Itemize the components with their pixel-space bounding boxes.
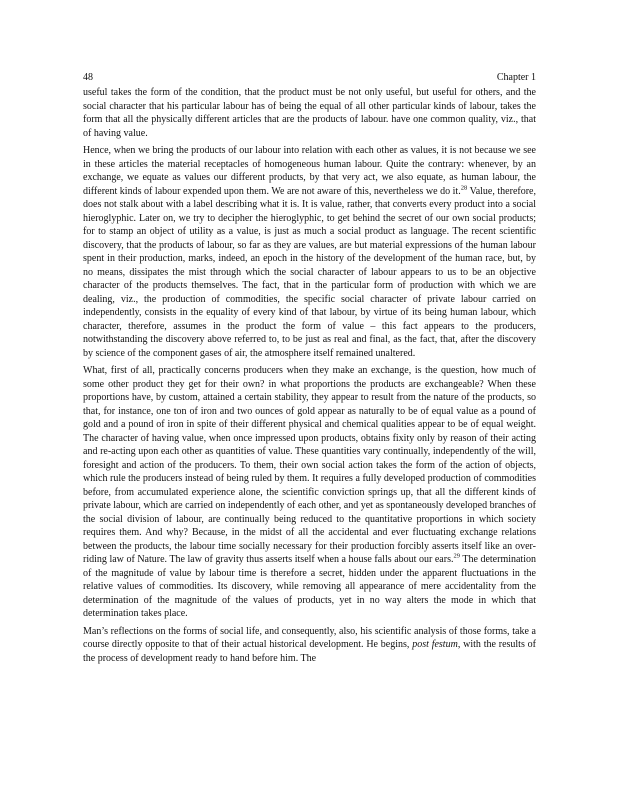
paragraph-4-italic: post festum <box>412 639 458 650</box>
paragraph-3-text-a: What, first of all, practically concerns producers when they make an exchange, is the question, how much of some other product they get for their own? in what proportions the products are exchangeable? When these proportions have, by custom, attained a certain stability, they appear to result from the nature of the products, so that, for instance, one ton of iron and two ounces of gold appear as naturally to be of equal value as a pound of gold and a pound of iron in spite of their different physical and chemical qualities appear to be of equal weight. The character of having value, when once impressed upon products, obtains fixity only by reason of their acting and re-acting upon each other as quantities of value. These quantities vary continually, independently of the will, foresight and action of the producers. To them, their own social action takes the form of the action of objects, which rule the producers instead of being ruled by them. It requires a fully developed production of commodities before, from accumulated experience alone, the scientific conviction springs up, that all the different kinds of private labour, which are carried on independently of each other, and yet as spontaneously developed branches of the social division of labour, are continually being reduced to the quantitative proportions in which society requires them. And why? Because, in the midst of all the accidental and ever fluctuating exchange relations between the products, the labour time socially necessary for their production forcibly asserts itself like an over-riding law of Nature. The law of gravity thus asserts itself when a house falls about our ears. <box>83 365 536 565</box>
book-page <box>83 72 536 669</box>
page-number: 48 <box>83 72 93 83</box>
paragraph-3 <box>83 364 536 621</box>
paragraph-1 <box>83 86 536 140</box>
footnote-ref-28[interactable]: 28 <box>460 184 468 192</box>
paragraph-1-text: useful takes the form of the condition, that the product must be not only useful, but useful for others, and the social character that his particular labour has of being the equal of all other particular kinds of labour, takes the form that all the physically different articles that are the products of labour. have one common quality, viz., that of having value. <box>83 87 536 139</box>
chapter-title: Chapter 1 <box>496 72 536 83</box>
paragraph-4-text-a: Man’s reflections on the forms of social life, and consequently, also, his scientific analysis of those forms, take a course directly opposite to that of their actual historical development. He begins, <box>83 625 536 650</box>
paragraph-2 <box>83 144 536 360</box>
paragraph-2-text-a: Hence, when we bring the products of our labour into relation with each other as values, it is not because we see in these articles the material receptacles of homogeneous human labour. Quite the contrary: whenever, by an exchange, we equate as values our different products, by that very act, we also equate, as human labour, the different kinds of labour expended upon them. We are not aware of this, nevertheless we do it. <box>83 145 536 197</box>
running-header <box>83 72 536 86</box>
paragraph-2-text-b: Value, therefore, does not stalk about with a label describing what it is. It is value, rather, that converts every product into a social hieroglyphic. Later on, we try to decipher the hieroglyphic, to get behind the secret of our own social products; for to stamp an object of utility as a value, is just as much a social product as language. The recent scientific discovery, that the products of labour, so far as they are values, are but material expressions of the human labour spent in their production, marks, indeed, an epoch in the history of the development of the human race, but, by no means, dissipates the mist through which the social character of labour appears to us to be an objective character of the products themselves. The fact, that in the particular form of production with which we are dealing, viz., the production of commodities, the specific social character of private labour carried on independently, consists in the equality of every kind of that labour, by virtue of its being human labour, which character, therefore, assumes in the product the form of value – this fact appears to the producers, notwithstanding the discovery above referred to, to be just as real and final, as the fact, that, after the discovery by science of the component gases of air, the atmosphere itself remained unaltered. <box>83 185 536 359</box>
footnote-ref-29[interactable]: 29 <box>453 552 460 560</box>
paragraph-3-text-b: The determination of the magnitude of value by labour time is therefore a secret, hidden under the apparent fluctuations in the relative values of commodities. Its discovery, while removing all appearance of mere accidentality from the determination of the magnitude of the values of products, yet in no way alters the mode in which that determination takes place. <box>83 554 536 619</box>
paragraph-4 <box>83 625 536 666</box>
paragraph-4-text-b: , with the results of the process of development ready to hand before him. The <box>83 639 536 664</box>
